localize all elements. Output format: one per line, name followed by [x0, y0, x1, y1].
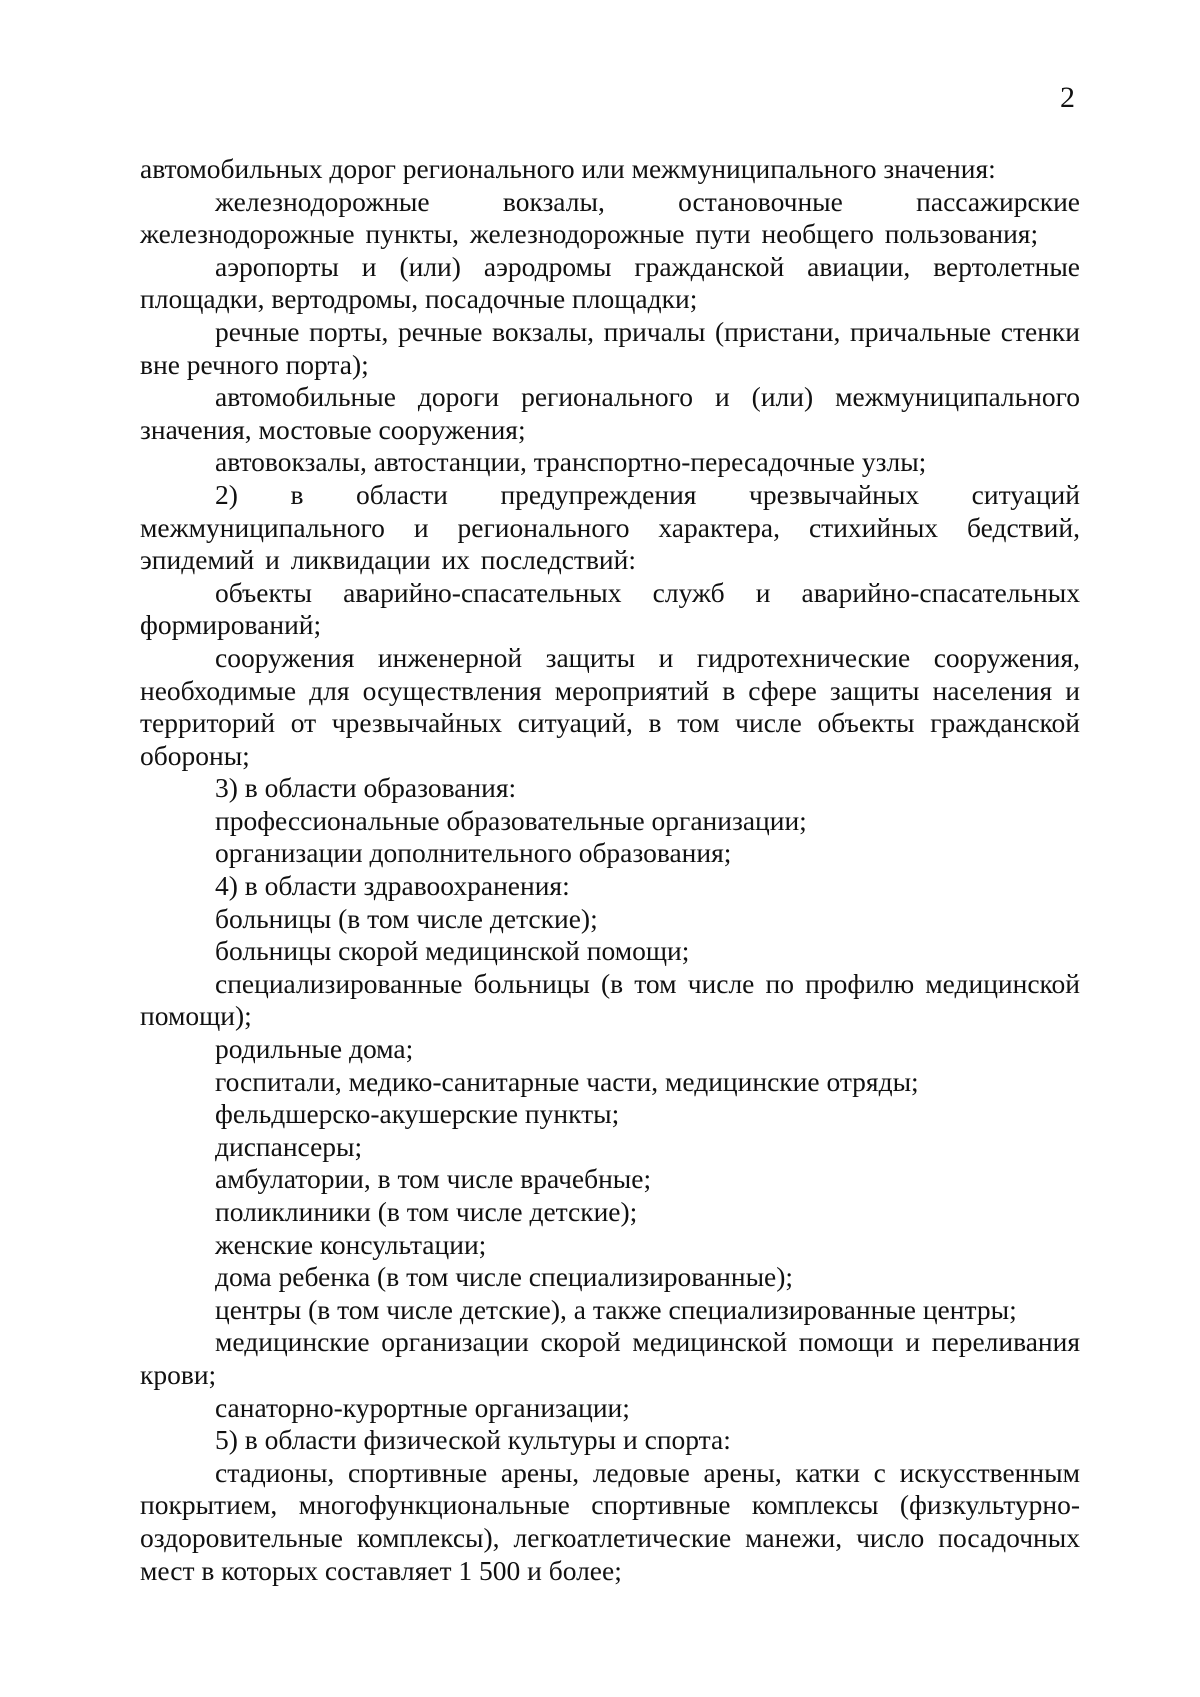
- paragraph: объекты аварийно-спасательных служб и аварийно-спасательных формирований;: [140, 576, 1080, 641]
- paragraph: центры (в том числе детские), а также специализированные центры;: [215, 1293, 1017, 1325]
- paragraph: госпитали, медико-санитарные части, медицинские отряды;: [215, 1065, 919, 1097]
- paragraph: организации дополнительного образования;: [215, 837, 732, 869]
- paragraph: автомобильных дорог регионального или межмуниципального значения:: [140, 153, 996, 184]
- paragraph: автовокзалы, автостанции, транспортно-пересадочные узлы;: [215, 446, 927, 478]
- paragraph: амбулатории, в том числе врачебные;: [215, 1163, 652, 1195]
- paragraph: 4) в области здравоохранения:: [215, 870, 570, 902]
- document-body: [140, 153, 1080, 1587]
- paragraph: больницы (в том числе детские);: [215, 902, 598, 934]
- paragraph: 3) в области образования:: [215, 772, 517, 804]
- paragraph: диспансеры;: [215, 1130, 363, 1162]
- paragraph: сооружения инженерной защиты и гидротехнические сооружения, необходимые для осуществления мероприятий в сфере защиты населения и территорий от чрезвычайных ситуаций, в том числе объекты гражданской обороны;: [140, 641, 1080, 771]
- paragraph: дома ребенка (в том числе специализированные);: [215, 1261, 794, 1293]
- paragraph: больницы скорой медицинской помощи;: [215, 935, 690, 967]
- paragraph: 5) в области физической культуры и спорта:: [215, 1424, 731, 1456]
- paragraph: железнодорожные вокзалы, остановочные пассажирские железнодорожные пункты, железнодорожные пути необщего пользования;: [140, 185, 1080, 250]
- paragraph: поликлиники (в том числе детские);: [215, 1196, 638, 1227]
- paragraph: речные порты, речные вокзалы, причалы (пристани, причальные стенки вне речного порта);: [140, 315, 1080, 380]
- paragraph: 2) в области предупреждения чрезвычайных ситуаций межмуниципального и регионального характера, стихийных бедствий, эпидемий и ликвидации их последствий:: [140, 478, 1080, 576]
- paragraph: медицинские организации скорой медицинской помощи и переливания крови;: [140, 1326, 1080, 1390]
- paragraph: санаторно-курортные организации;: [215, 1391, 630, 1423]
- paragraph: профессиональные образовательные организации;: [215, 804, 807, 836]
- paragraph: женские консультации;: [215, 1228, 487, 1260]
- paragraph: стадионы, спортивные арены, ледовые арены, катки с искусственным покрытием, многофункциональные спортивные комплексы (физкультурно-оздоровительные комплексы), легкоатлетические манежи, число посадочных мест в которых составляет 1 500 и более;: [140, 1456, 1080, 1586]
- paragraph: родильные дома;: [215, 1033, 414, 1065]
- paragraph: специализированные больницы (в том числе по профилю медицинской помощи);: [140, 967, 1080, 1032]
- page-number: 2: [1060, 81, 1075, 114]
- paragraph: фельдшерско-акушерские пункты;: [215, 1098, 620, 1130]
- paragraph: автомобильные дороги регионального и (или) межмуниципального значения, мостовые сооружения;: [140, 381, 1080, 445]
- paragraph: аэропорты и (или) аэродромы гражданской авиации, вертолетные площадки, вертодромы, посадочные площадки;: [140, 250, 1080, 315]
